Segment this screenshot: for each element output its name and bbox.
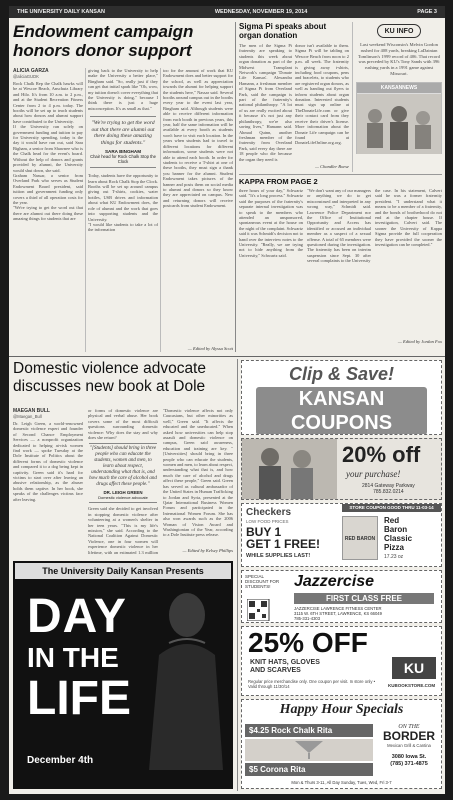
domestic-column-2: [88, 408, 158, 556]
promo-date: December 4th: [27, 755, 94, 766]
domestic-headline: Domestic violence advocate discusses new book at Dole: [13, 360, 206, 395]
header-date: WEDNESDAY, NOVEMBER 19, 2014: [214, 9, 308, 15]
border-name: BORDER: [382, 729, 435, 743]
coupon-checkers[interactable]: [241, 503, 442, 567]
endowment-handle: @aliciaGUDK: [13, 74, 39, 79]
coupon-validity-strip: STORE COUPON GOOD THRU 11-03-14: [342, 504, 441, 512]
page-header: [9, 6, 445, 18]
rita-special-1: $4.25 Rock Chalk Rita: [245, 724, 373, 737]
coupon-percent: 20% off: [342, 442, 421, 467]
endowment-paragraph: too for the amount of work that KU Endowment does and better support for the school, as well as appreciation towards the alumni for helping support the students here," Nassar said. Several booths around campus out in the booths every year to the event last year, Bingham said. Although students were able to receive different information from each booth in previous years, this year, half the same information will be available at every booth as students won't have to visit each location. In the years when students had to travel to different locations for different information, some students were not able to attend each booth. In order for students to receive a T-shirt at one of these booths, they must sign a thank you banner for the alumni. Student Endowment takes pictures of the banner and posts them on social media to alumni and donors so they know they are appreciated on campus. New and returning donors will receive postcards from student Endowment.: [163, 68, 233, 209]
endowment-paragraph: Graham Nassar, a senior from Overland Park who serves as Student Endowment Board president, said tuition and government funding only covers a third of all operation costs for the year.: [13, 172, 83, 205]
knit-percent: 25% OFF: [248, 627, 368, 658]
happy-hour-title: Happy Hour Specials: [279, 702, 404, 717]
kappa-column-2: [307, 188, 371, 344]
pizza-box-icon: RED BARON: [342, 516, 378, 560]
header-page-number: PAGE 3: [417, 9, 437, 15]
ku-info-text: Last weekend Wisconsin's Melvin Gordon rushed for 408 yards, breaking LaDainian Tomlinson's 1999 record of 406. That record was preceded by KU's Tony Sands with 396 rushing yards in a 1991 game against Missouri.: [358, 42, 440, 76]
qr-code-icon: [247, 599, 281, 621]
domestic-paragraph: Dr. Leigh Green, a world-renowned domestic violence expert and founder of Second Chance Employment Services — a nonprofit organization dedicated to helping at-risk women find work — spoke Tuesday at the Dole Institute of Politics about the different forms of domestic violence and compared it to a dog being kept in captivity. Green said it's hard for victims to start over after leaving an abusive relationship, as the abuser holds them captive. In her book, she speaks of the challenges victims face after leaving.: [13, 421, 83, 502]
sigma-headline-box: [239, 22, 349, 42]
endowment-column-3: [163, 68, 233, 346]
pull-quote-role: Domestic violence advocate: [98, 495, 148, 501]
sigma-paragraph: The men of the Sigma Pi fraternity are speaking to students this week about organ donation as part of the Midwest Transplant Network's campaign 'Donate Life Kansas'. Alexandra Hamann, a freshman member of Sigma Pi from Overland Park, said the campaign is part of the fraternity's national philanthropy. "A lot of us are really excited about it because it's not just any philanthropy, we're also saving lives," Hamann said. Ahmad Quinn, another freshman member of the fraternity from Overland Park, said every day there are 18 people who die because the organ they need is: [239, 43, 292, 162]
ku-info-photo: [356, 82, 442, 154]
border-hours: Mon & Thurs 3-11, All Day Sunday, Tues, Wed, Fri 3-7: [291, 780, 392, 785]
coupon-ku-bookstore[interactable]: [241, 626, 442, 696]
coupon-twenty-percent[interactable]: [241, 438, 442, 500]
ku-bookstore-url: KUBOOKSTORE.COM: [388, 683, 436, 688]
promo-in-the: IN THE: [27, 642, 119, 673]
knit-items: KNIT HATS, GLOVES AND SCARVES: [250, 659, 320, 674]
person-silhouette-icon: [139, 585, 229, 770]
pull-quote-name: DR. LEIGH GREEN: [103, 490, 143, 496]
jazz-address: JAZZERCISE LAWRENCE FITNESS CENTER 3115 W. 6TH STREET, LAWRENCE, KS 66049 785-331-4303: [294, 606, 382, 621]
endowment-paragraph: "I would like students to take a lot of the information: [88, 221, 158, 233]
domestic-handle: @Maegan_Bull: [13, 414, 42, 419]
domestic-paragraph: Green said she decided to get involved in stopping domestic violence after volunteering at a women's shelter in her teen years. "This is my life's mission," she said. According to the National Coalition Against Domestic Violence, one in four women will experience domestic violence in her lifetime, with an estimated 1.3 million: [88, 506, 158, 555]
promo-presents: The University Daily Kansan Presents: [15, 563, 231, 579]
ku-info-box: [356, 22, 442, 172]
kappa-headline: KAPPA FROM PAGE 2: [239, 177, 318, 186]
coupon-supplies: WHILE SUPPLIES LAST!: [246, 553, 311, 559]
domestic-paragraph: or forms of domestic violence are physical and verbal abuse. Her book covers some of the most difficult questions surrounding domestic violence: Why does the stay and why does she return?: [88, 408, 158, 441]
endowment-editor-credit: — Edited by Alyssa Scott: [187, 346, 233, 351]
day-in-the-life-promo: [13, 561, 233, 789]
kappa-column-1: [239, 188, 303, 344]
endowment-column-1: [13, 68, 83, 354]
jazz-logo: Jazzercise: [294, 573, 375, 590]
header-paper-name: THE UNIVERSITY DAILY KANSAN: [17, 9, 105, 15]
promo-day: DAY: [27, 590, 127, 643]
rita-special-2: $5 Corona Rita: [245, 763, 373, 776]
border-address: 3080 Iowa St. (785) 371-4875: [390, 754, 428, 767]
jazz-first-class: FIRST CLASS FREE: [294, 593, 434, 604]
kappa-paragraph: "We don't want any of our managers or anything we do to get misconstrued and interpreted in any wrong way," Schmidt said. Lawrence Police Department nor the Office of Institutional Opportunity and Access has identified or accused an individual member as a suspect of a sexual offense. A total of 65 members were questioned during the investigation. The fraternity has been on interim suspension since Sept. 30 after several complaints to the University: [307, 188, 371, 264]
jazz-special: SPECIAL DISCOUNT FOR STUDENTS!: [245, 574, 280, 590]
kappa-headline-box: [239, 177, 442, 187]
crowd-photo-icon: [357, 94, 441, 154]
kappa-paragraph: the case. In his statement, Calvert said he was a former fraternity president. "I understand what it means to be a member of a fraternity, and the bonds of brotherhood do not end at the chapter house. If investigation, Calvert said. The sooner the University of Kappa Sigma provide the full cooperation they have provided the sooner the investigation can be completed.": [375, 188, 442, 248]
coupons-title: KANSAN COUPONS: [256, 387, 427, 435]
pull-quote-name: SARA BINGHAM: [104, 149, 142, 155]
endowment-paragraph: giving back to the University to help make the University a better place," Bingham said. "So, really just if they can get that initial spark like "Oh, wow, my tuition doesn't cover everything that the University is doing," because I think there is just a huge misconception. It's as small as that.": [88, 68, 158, 111]
sigma-paragraph: donor isn't available to them. Sigma Pi will be tabling on Wescoe Beach from noon to 2 p.m. all week. The fraternity is giving away t-shirts, including food coupons, pens and bracelets, to students who are registered organ donors, as well as handing out flyers to inform students about organ donation. Interested students must sign up online at TheDonateLife.com or give their contact card from they receive their driver's license. More information about the Donate Life campaign can be found at DonateLifeOnline.org.org.: [295, 43, 349, 146]
coupon-buy-one: BUY 1 GET 1 FREE!: [246, 525, 321, 551]
domestic-paragraph: "Domestic violence affects not only Caucasians, but other minorities as well," Green said. "It affects the educated and the uneducated." When asked how universities can help stop assault and domestic violence on campus, Green said awareness, education and training are key. "[Universities] should bring in three people who can educate the students, women and men, to learn about respect, understanding what that is, and how much the care of alcohol and drugs affect these people," Green said. Green has served as cultural ambassador of the United States in Human Trafficking to Jordan and Syria, presented at the Qatar International Business Women Forum and participated in the International Women Forum. She has also won awards such as the 2006 Woman of Vision Award and Washingtonian of the Year, according to a Dole Institute press release.: [163, 408, 233, 538]
clip-and-save: Clip & Save!: [288, 364, 395, 384]
endowment-paragraph: Rock Chalk Rep the Chalk hawks will be at Wescoe Beach, Anschutz Library and Hilo. It's from 10 a.m. to 2 p.m., and at the Student Recreation Fitness Center from 2 to 4 p.m. today. The booths will be set up to teach students about how donors and alumni support have contributed to the University.: [13, 81, 83, 124]
domestic-headline-box: [13, 360, 235, 406]
endowment-headline: Endowment campaign honors donor support: [13, 22, 194, 60]
endowment-headline-box: [13, 22, 233, 66]
domestic-column-1: [13, 408, 83, 556]
ku-bookstore-logo: KU: [392, 657, 436, 679]
coupon-jazzercise[interactable]: [241, 570, 442, 623]
endowment-column-2: [88, 68, 158, 354]
ku-info-photo-caption: KANSANNEWS: [357, 83, 441, 93]
on-the-border-logo: [378, 724, 440, 768]
domestic-column-3: [163, 408, 233, 548]
border-sub: Mexican Grill & Cantina: [387, 743, 431, 748]
endowment-byline: ALICIA GARZA: [13, 68, 49, 74]
checkers-tagline: LOW FOOD PRICES: [246, 519, 289, 524]
knit-fine-print: Regular price merchandise only. One coupon per visit. In store only • Valid through 11/30/14: [248, 679, 376, 689]
domestic-byline: MAEGAN BULL: [13, 408, 50, 414]
red-baron-label: Red Baron Classic Pizza: [384, 516, 413, 552]
ku-info-logo: KU INFO: [377, 24, 421, 38]
coupon-on-the-border[interactable]: [241, 699, 442, 789]
pull-quote-role: Chair head for Rock Chalk Stop the Clock: [90, 154, 156, 165]
margarita-glass-icon: [245, 739, 373, 761]
shoppers-photo-icon: [242, 439, 337, 499]
sigma-column-1: [239, 43, 292, 173]
endowment-paragraph: Today, students have the opportunity to learn about Rock Chalk Stop the Clock. Booths will be set up around campus giving out T-shirts, cookies, water bottles, USB drives and information about what KU Endowment does, the role of alumni and the work that goes into supporting students and the University.: [88, 173, 158, 222]
checkers-logo: Checkers: [246, 507, 292, 518]
endowment-paragraph: "We're trying to get the word out that there are alumni out there doing these amazing things for students that are: [13, 205, 83, 222]
promo-life: LIFE: [27, 672, 131, 725]
kansan-coupons-banner: [241, 360, 442, 435]
kappa-column-3: [375, 188, 442, 338]
sigma-headline: Sigma Pi speaks about organ donation: [239, 22, 327, 40]
domestic-pull-quote: [89, 443, 157, 503]
coupon-address: 2814 Gateway Parkway 785.832.0214: [362, 483, 415, 495]
newspaper-page: [9, 6, 445, 794]
kappa-editor-credit: — Edited by Jordan Fox: [397, 339, 442, 344]
red-baron-size: 17.23 oz: [384, 554, 404, 560]
coupon-sub: your purchase!: [346, 469, 401, 479]
domestic-editor-credit: — Edited by Kelsey Phillips: [182, 548, 233, 553]
border-on-the: ON THE: [398, 724, 420, 730]
sigma-column-2: [295, 43, 349, 163]
sigma-credit: — Chandler Boese: [315, 164, 349, 169]
endowment-pull-quote: [90, 116, 156, 168]
kappa-paragraph: three hours of your day," Schwartz said. "It's a long process." Schwartz said the purposes of the fraternity's separate internal investigation was to speak to the members who attended an unsponsored, spontaneous event at the house on the night of the complaint. Schwartz said it was Schmidt's decision not to hand over the interview notes to the University. "Really, we are trying not to hide anything from the University," Schwartz said.: [239, 188, 303, 258]
pull-quote-text: "We're trying to get the word out that there are alumni out there doing these amazing things for students.": [91, 120, 155, 146]
pull-quote-text: "[Students] should bring in three people who can educate the students, women and men, to learn about respect, understanding what that is, and how much the care of alcohol and drugs affect these people.": [89, 446, 157, 488]
endowment-paragraph: If the University ran solely on government funding and tuition to pay for University spending, today is the day it would have run out, said Sara Bigham, a senior from Shawnee who is the Chalk head for the event's board. Without the help of donors and grants provided by alumni, the University would shut down, she said.: [13, 124, 83, 173]
